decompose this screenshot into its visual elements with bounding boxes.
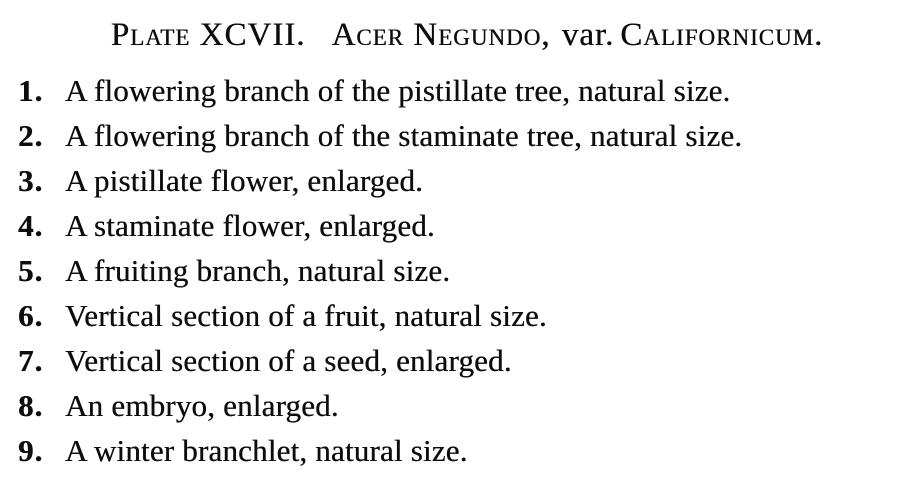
line-text: A flowering branch of the staminate tree, natural size. xyxy=(65,118,743,153)
line-number: 6. xyxy=(18,298,44,333)
caption-line xyxy=(18,383,900,428)
line-number: 7. xyxy=(18,343,44,378)
caption-line xyxy=(18,293,900,338)
page-title xyxy=(0,12,900,58)
line-text: A staminate flower, enlarged. xyxy=(65,208,435,243)
line-text: An embryo, enlarged. xyxy=(65,388,339,423)
line-number: 2. xyxy=(18,118,44,153)
line-text: Vertical section of a fruit, natural size. xyxy=(65,298,547,333)
line-number: 9. xyxy=(18,433,44,468)
line-text: A fruiting branch, natural size. xyxy=(65,253,451,288)
line-number: 4. xyxy=(18,208,44,243)
caption-line xyxy=(18,428,900,473)
caption-line xyxy=(18,203,900,248)
caption-line xyxy=(18,338,900,383)
line-text: A pistillate flower, enlarged. xyxy=(65,163,424,198)
caption-line xyxy=(18,113,900,158)
species-name: Acer Negundo, xyxy=(331,17,551,53)
plate-number: Plate XCVII. xyxy=(110,17,306,53)
line-text: Vertical section of a seed, enlarged. xyxy=(65,343,512,378)
line-number: 1. xyxy=(18,73,44,108)
caption-line xyxy=(18,68,900,113)
variety-label: var. xyxy=(561,17,615,53)
caption-line xyxy=(18,248,900,293)
caption-line xyxy=(18,158,900,203)
variety-name: Californicum. xyxy=(620,17,824,53)
caption-list xyxy=(0,68,900,473)
line-number: 3. xyxy=(18,163,44,198)
line-text: A flowering branch of the pistillate tree, natural size. xyxy=(65,73,731,108)
line-number: 5. xyxy=(18,253,44,288)
line-number: 8. xyxy=(18,388,44,423)
line-text: A winter branchlet, natural size. xyxy=(65,433,468,468)
